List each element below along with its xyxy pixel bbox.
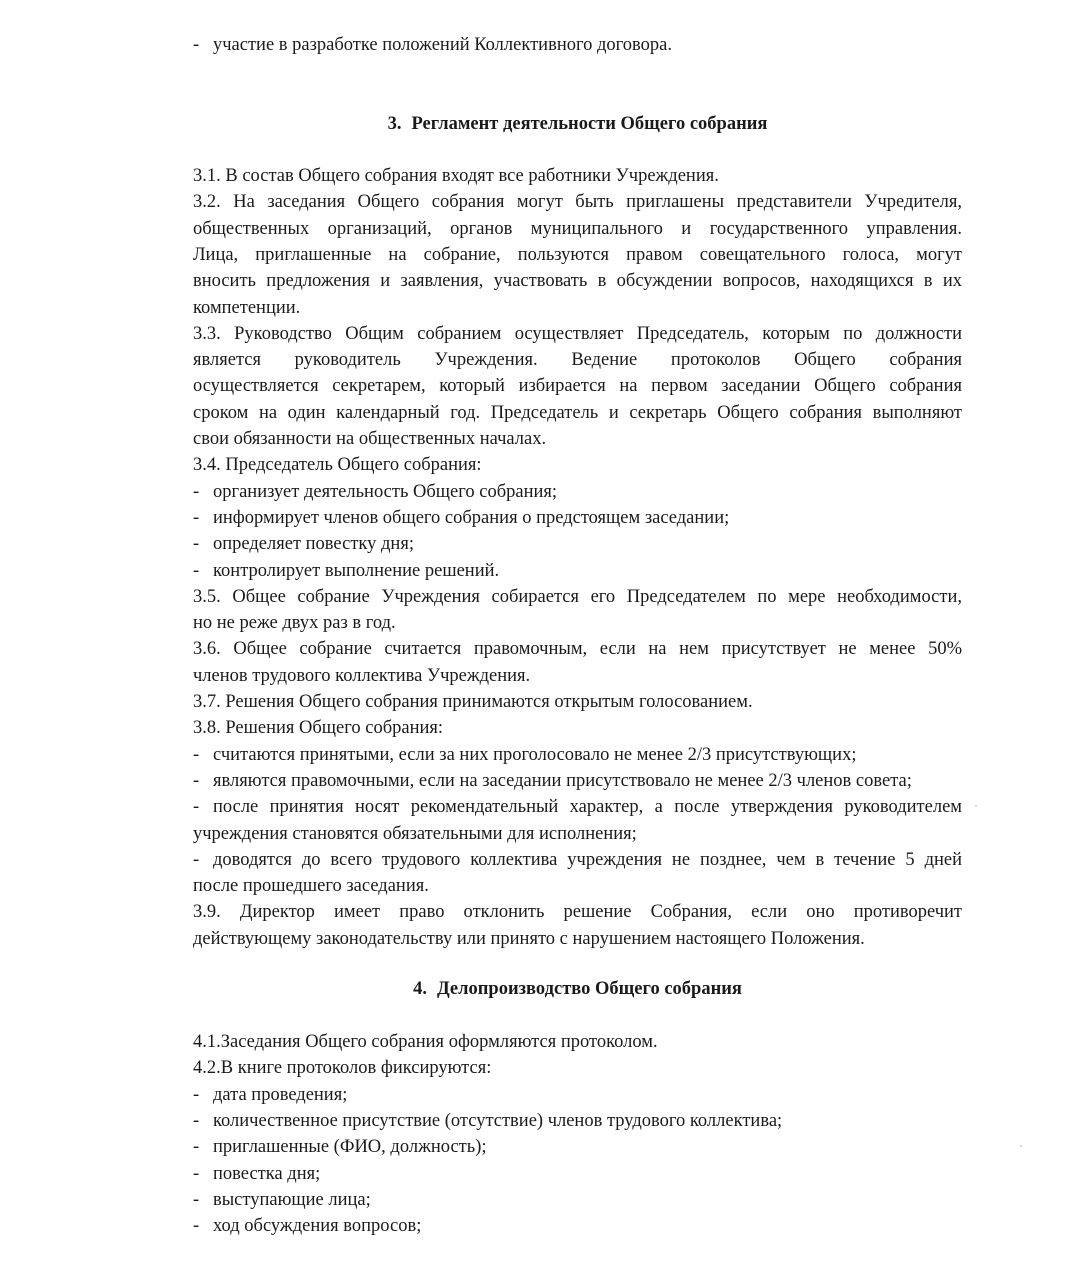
paragraph-line [193,452,962,478]
bullet-list-item [193,505,962,531]
paragraph-line [193,926,962,952]
paragraph-line [193,584,962,610]
line-text: 3.2. На заседания Общего собрания могут быть приглашены представители Учредителя, [193,192,962,213]
paragraph-line [193,1029,962,1055]
scan-speck [1020,1145,1022,1147]
paragraph-line [193,873,962,899]
line-text: свои обязанности на общественных началах. [193,429,547,449]
section-3-number: 3. [387,114,402,134]
bullet-list-item [193,531,962,557]
line-text: приглашенные (ФИО, должность); [213,1137,487,1158]
line-text: ход обсуждения вопросов; [213,1216,422,1237]
line-text: информирует членов общего собрания о предстоящем заседании; [213,507,730,528]
line-text: 3.7. Решения Общего собрания принимаются открытым голосованием. [193,692,753,712]
line-text: но не реже двух раз в год. [193,613,396,634]
paragraph-line [193,216,962,242]
line-text: после прошедшего заседания. [193,876,429,897]
line-text: считаются принятыми, если за них проголосовало не менее 2/3 присутствующих; [213,744,857,765]
line-text: 3.5. Общее собрание Учреждения собирается его Председателем по мере необходимости, [193,586,962,607]
bullet-list-item [193,742,962,768]
line-text: 3.8. Решения Общего собрания: [193,718,444,739]
line-text: доводятся до всего трудового коллектива учреждения не позднее, чем в течение 5 дней [213,849,962,870]
line-text: после принятия носят рекомендательный характер, а после утверждения руководителем [213,797,962,818]
bullet-dash: - [193,770,200,791]
paragraph-line [193,400,962,426]
bullet-dash: - [193,1084,200,1105]
bullet-list-item [193,1213,962,1239]
paragraph-line [193,163,962,189]
bullet-list-item [193,1134,962,1160]
bullet-list-item [193,1082,962,1108]
paragraph-line [193,636,962,662]
line-text: осуществляется секретарем, который избирается на первом заседании Общего собрания [193,376,962,397]
line-text: определяет повестку дня; [213,534,414,555]
intro-bullet-item [193,32,962,58]
bullet-list-item [193,794,962,820]
line-text: учреждения становятся обязательными для исполнения; [193,823,637,844]
line-text: членов трудового коллектива Учреждения. [193,665,531,686]
bullet-dash: - [193,744,200,765]
paragraph-line [193,1055,962,1081]
paragraph-line [193,715,962,741]
line-text: 3.3. Руководство Общим собранием осуществляет Председатель, которым по должности [193,323,962,344]
paragraph-line [193,373,962,399]
section-4-heading [193,976,962,1002]
bullet-dash: - [193,1137,200,1158]
line-text: дата проведения; [213,1084,348,1105]
bullet-dash: - [193,1163,200,1184]
line-text: является руководитель Учреждения. Ведение протоколов Общего собрания [193,350,962,371]
line-text: повестка дня; [213,1163,321,1184]
line-text: являются правомочными, если на заседании присутствовало не менее 2/3 членов совета; [213,770,912,791]
paragraph-line [193,610,962,636]
paragraph-line [193,321,962,347]
section-4-number: 4. [413,979,427,999]
paragraph-line [193,821,962,847]
line-text: 4.1.Заседания Общего собрания оформляются протоколом. [193,1032,658,1052]
bullet-list-item [193,1108,962,1134]
line-text: сроком на один календарный год. Председатель и секретарь Общего собрания выполняют [193,402,962,423]
bullet-dash: - [193,797,200,818]
line-text: компетенции. [193,297,301,318]
line-text: 3.6. Общее собрание считается правомочным, если на нем присутствует не менее 50% [193,639,962,660]
line-text: Лица, приглашенные на собрание, пользуются правом совещательного голоса, могут [193,244,962,265]
bullet-dash: - [193,35,200,55]
scan-speck [975,805,977,807]
paragraph-line [193,689,962,715]
line-text: 4.2.В книге протоколов фиксируются: [193,1058,492,1079]
section-3-title: Регламент деятельности Общего собрания [411,114,768,134]
line-text: 3.9. Директор имеет право отклонить решение Собрания, если оно противоречит [193,902,962,923]
intro-bullet-text: участие в разработке положений Коллективного договора. [213,35,672,55]
bullet-dash: - [193,481,200,502]
paragraph-line [193,899,962,925]
paragraph-line [193,347,962,373]
line-text: общественных организаций, органов муниципального и государственного управления. [193,218,962,239]
bullet-list-item [193,479,962,505]
bullet-list-item [193,768,962,794]
bullet-dash: - [193,1216,200,1237]
line-text: выступающие лица; [213,1189,371,1210]
bullet-dash: - [193,849,200,870]
section-3-heading [193,111,962,137]
line-text: 3.1. В состав Общего собрания входят все работники Учреждения. [193,166,719,186]
paragraph-line [193,295,962,321]
bullet-list-item [193,847,962,873]
line-text: вносить предложения и заявления, участвовать в обсуждении вопросов, находящихся в их [193,271,962,292]
paragraph-line [193,242,962,268]
paragraph-line [193,268,962,294]
bullet-dash: - [193,1189,200,1210]
section-4-title: Делопроизводство Общего собрания [436,979,742,999]
bullet-list-item [193,558,962,584]
line-text: организует деятельность Общего собрания; [213,481,558,502]
bullet-dash: - [193,534,200,555]
paragraph-line [193,426,962,452]
bullet-dash: - [193,560,200,581]
paragraph-line [193,663,962,689]
line-text: действующему законодательству или принято с нарушением настоящего Положения. [193,928,865,949]
bullet-list-item [193,1161,962,1187]
line-text: 3.4. Председатель Общего собрания: [193,455,482,476]
bullet-list-item [193,1187,962,1213]
paragraph-line [193,189,962,215]
bullet-dash: - [193,507,200,528]
line-text: контролирует выполнение решений. [213,560,500,581]
bullet-dash: - [193,1110,200,1131]
line-text: количественное присутствие (отсутствие) членов трудового коллектива; [213,1110,783,1131]
